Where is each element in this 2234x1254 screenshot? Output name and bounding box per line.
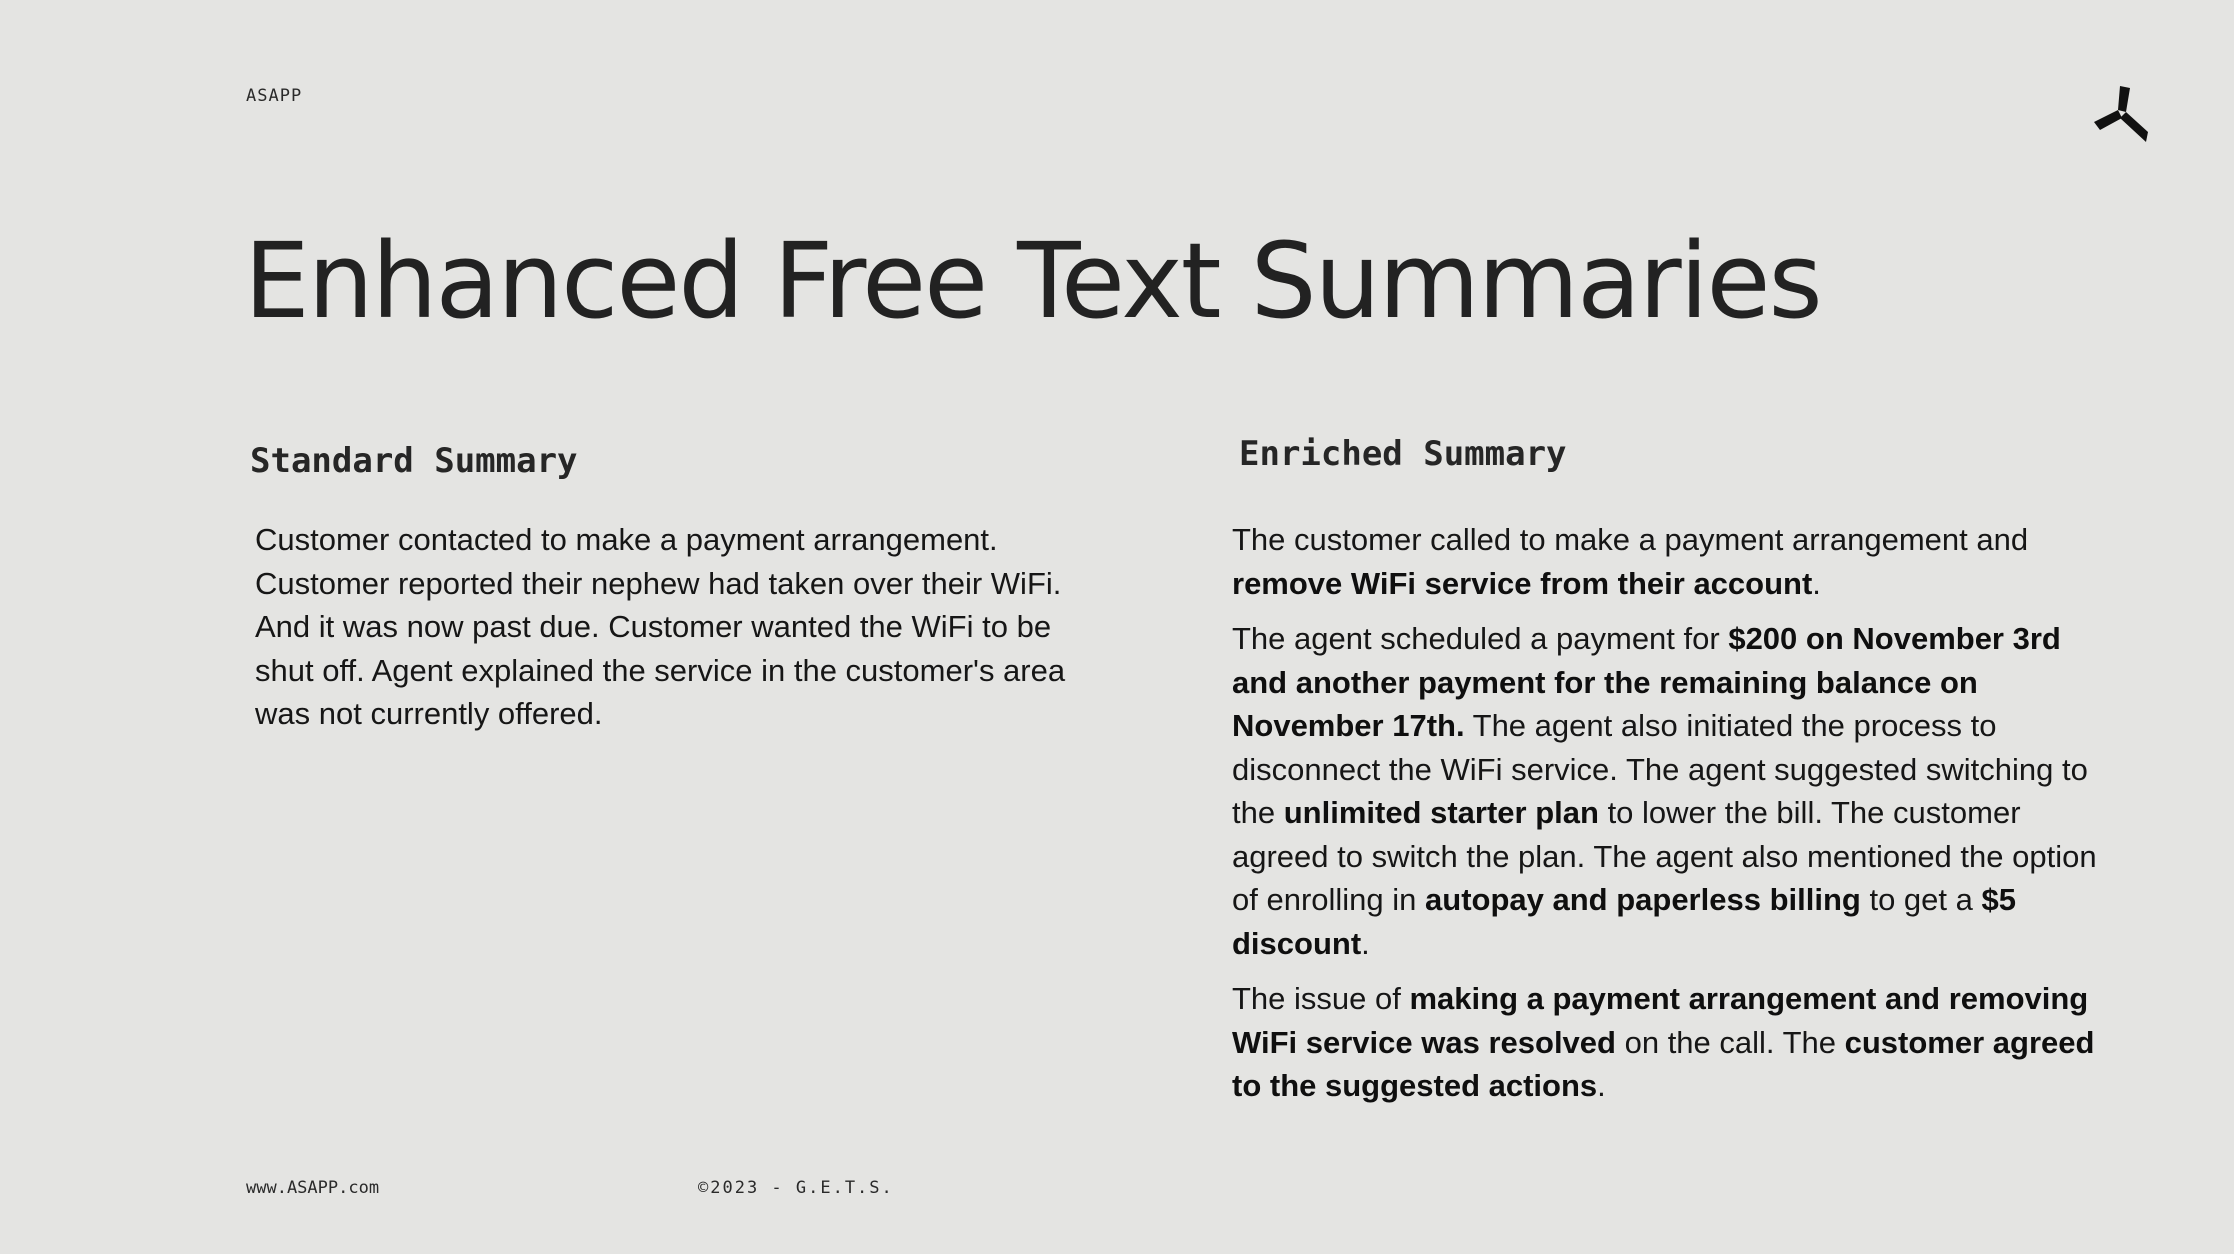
emphasis-text: customer agreed to the suggested actions (1232, 1024, 2095, 1103)
enriched-paragraph (1232, 977, 2112, 1108)
page-title: Enhanced Free Text Summaries (244, 220, 1821, 342)
emphasis-text: making a payment arrangement and removing WiFi service was resolved (1232, 981, 2089, 1060)
summary-text: The customer called to make a payment arrangement and (1232, 522, 2029, 557)
enriched-paragraph (1232, 617, 2112, 965)
summary-text: The agent scheduled a payment for (1232, 621, 1729, 656)
enriched-summary-text (1232, 518, 2112, 1120)
footer-copyright: ©2023 - G.E.T.S. (698, 1178, 894, 1198)
summary-text: to get a (1860, 882, 1982, 917)
standard-summary-text: Customer contacted to make a payment arrangement. Customer reported their nephew had taken over their WiFi. And it was now past due. Customer wanted the WiFi to be shut off. Agent explained the service in the customer's area was not currently offered. (255, 522, 1066, 731)
emphasis-text: remove WiFi service from their account (1232, 565, 1813, 601)
emphasis-text: $5 discount (1232, 882, 2016, 961)
enriched-paragraph (1232, 518, 2112, 605)
footer-website: www.ASAPP.com (246, 1178, 380, 1198)
summary-text: The issue of (1232, 981, 1410, 1016)
asapp-logo-icon (2090, 82, 2154, 146)
summary-text: . (1361, 925, 1370, 961)
summary-text: on the call. The (1615, 1024, 1845, 1060)
enriched-summary-heading: Enriched Summary (1239, 434, 1567, 474)
emphasis-text: autopay and paperless billing (1425, 882, 1861, 917)
summary-text: to lower the bill. The customer agreed to switch the plan. The agent also mentioned the option of enrolling in (1232, 795, 2097, 917)
summary-text: . (1597, 1068, 1606, 1103)
emphasis-text: $200 on November 3rd and another payment for the remaining balance on November 17th. (1232, 621, 2061, 743)
emphasis-text: unlimited starter plan (1283, 795, 1599, 830)
summary-text: The agent also initiated the process to disconnect the WiFi service. The agent suggested switching to the (1232, 708, 2088, 830)
summary-text: . (1812, 565, 1821, 601)
brand-wordmark: ASAPP (246, 86, 303, 106)
standard-summary-heading: Standard Summary (250, 441, 578, 481)
